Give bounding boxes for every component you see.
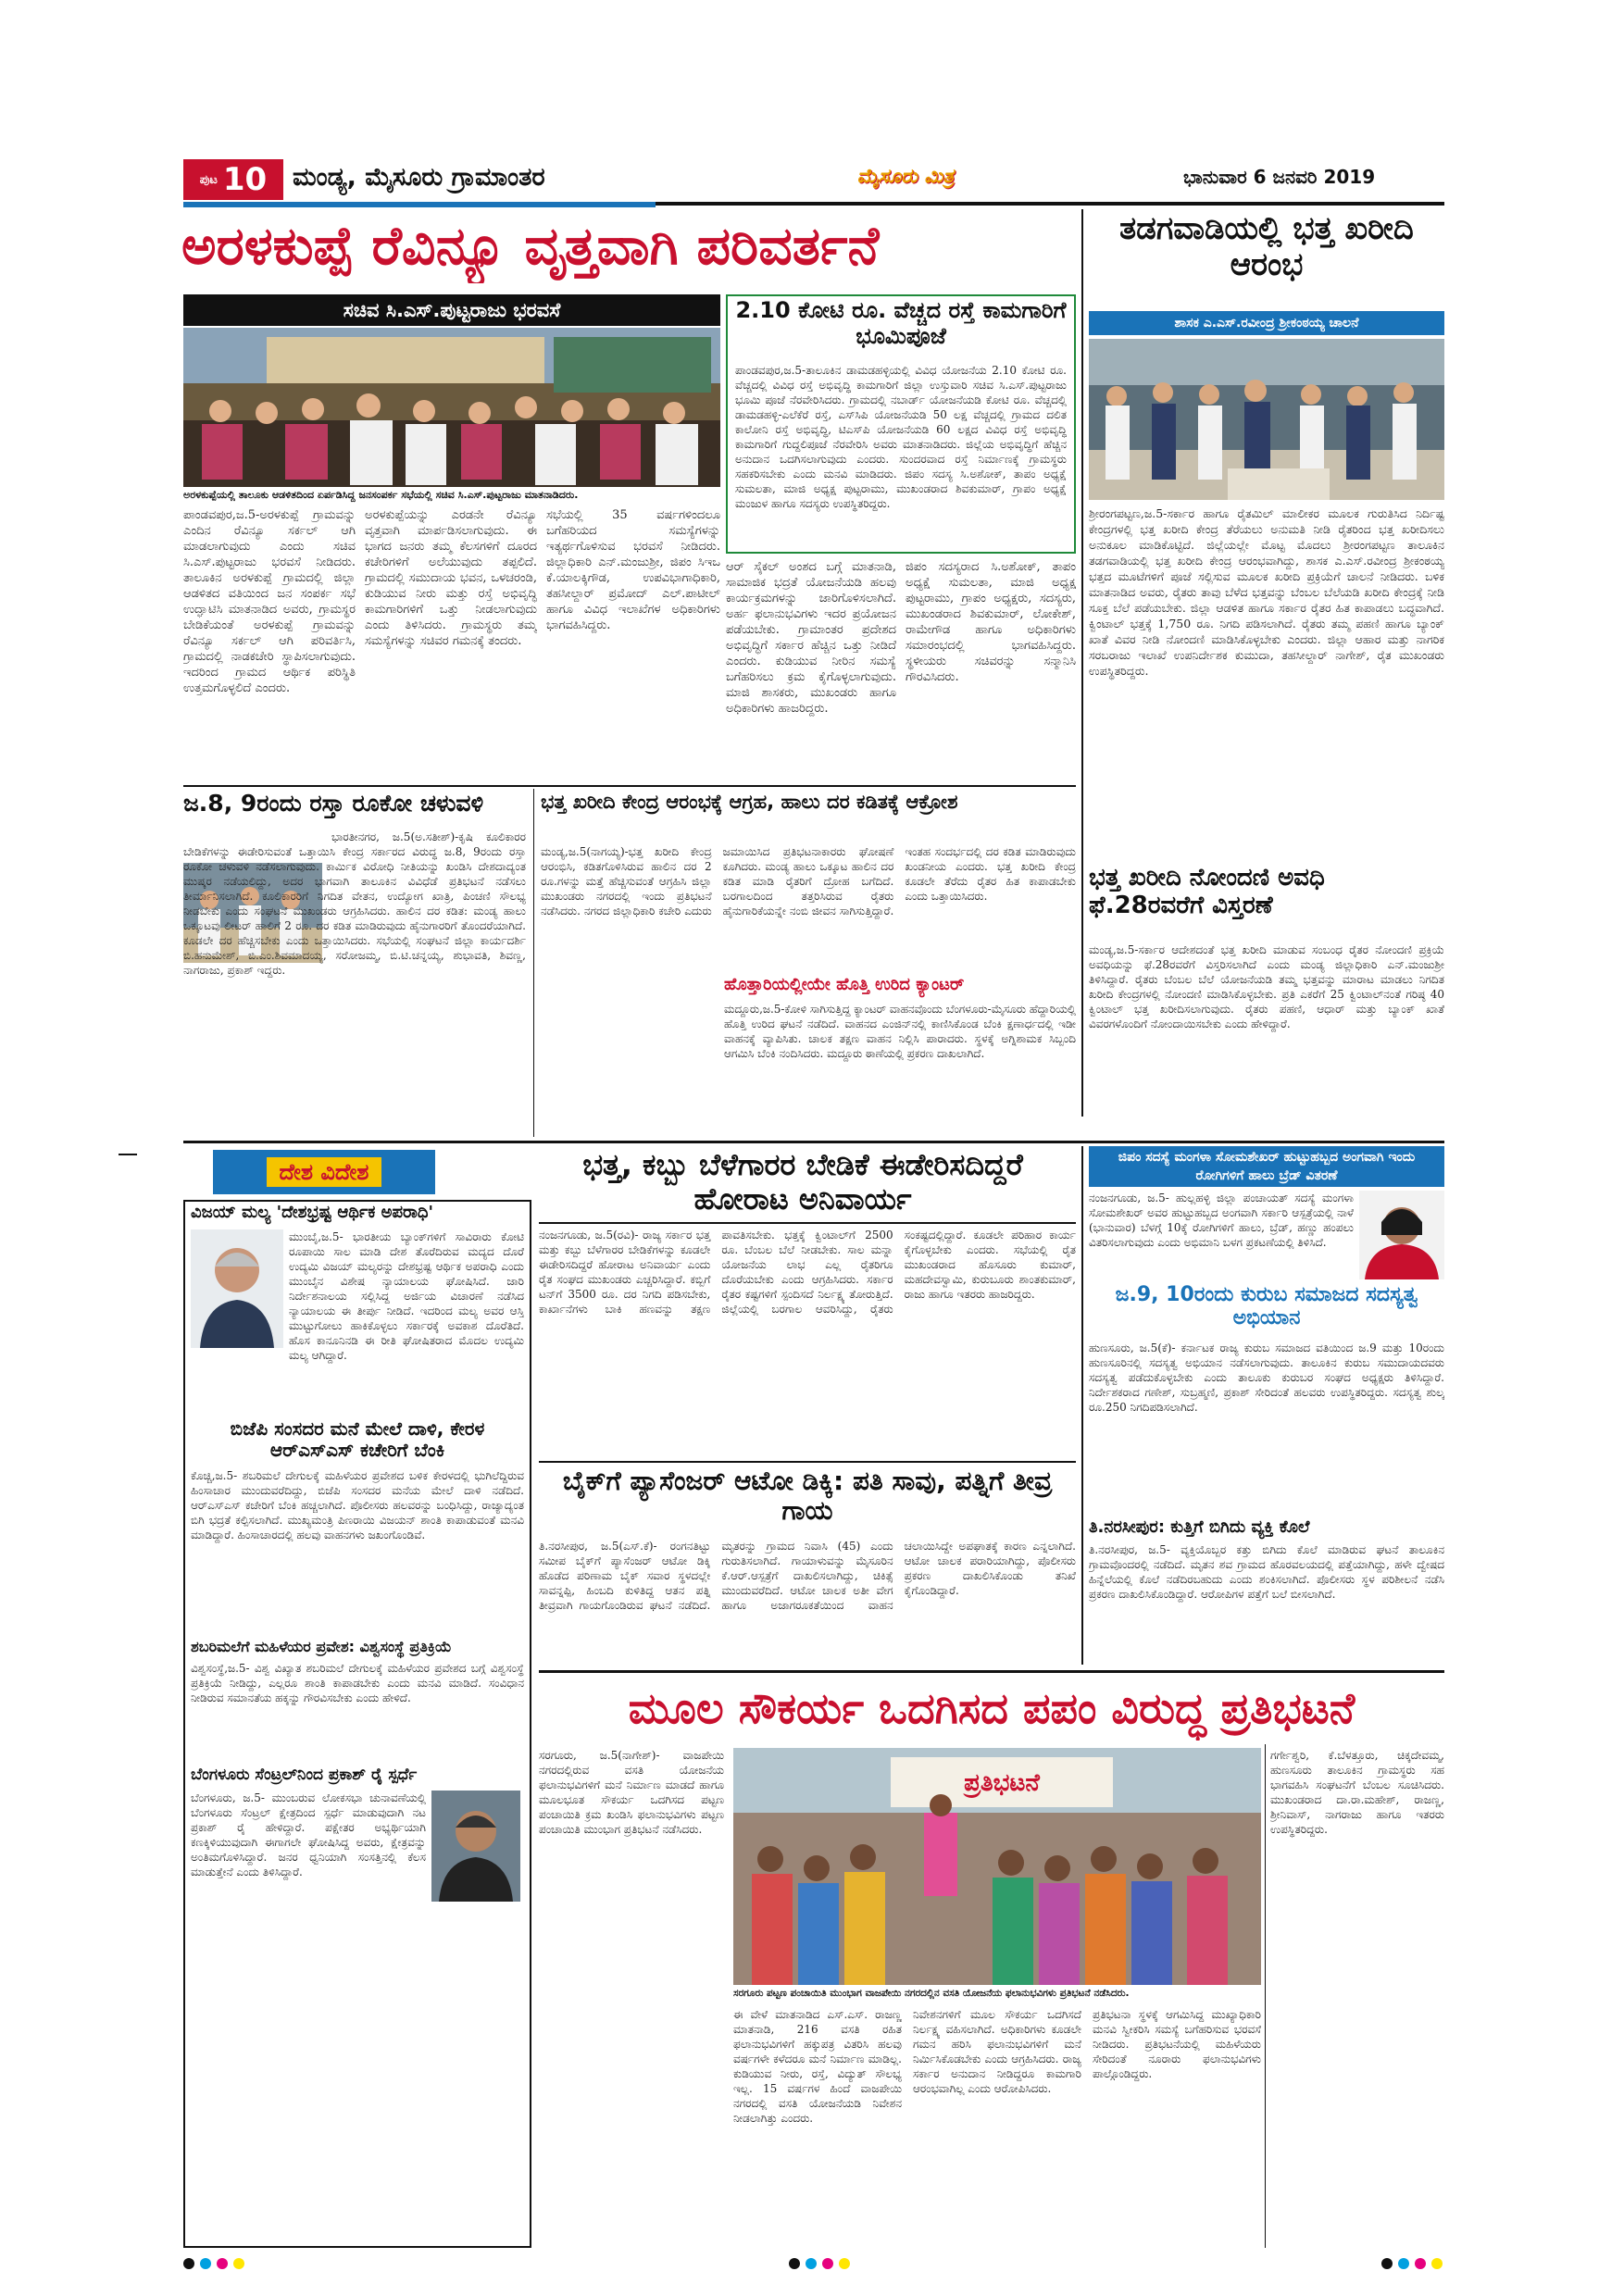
lead-col-1: ಪಾಂಡವಪುರ,ಜ.5-ಅರಳಕುಪ್ಪೆ ಗ್ರಾಮವನ್ನು ಎಂದಿನ ರೆವಿನ್ಯೂ ಸರ್ಕಲ್ ಆಗಿ ಮಾಡಲಾಗುವುದು ಎಂದು ಸಚಿವ ಸಿ.ಎಸ್.ಪುಟ್ಟರಾಜು ಭರವಸೆ ನೀಡಿದರು. ತಾಲೂಕಿನ ಅರಳಕುಪ್ಪೆ ಗ್ರಾಮದಲ್ಲಿ ಜಿಲ್ಲಾ ಆಡಳಿತದ ವತಿಯಿಂದ ಜನ ಸಂಪರ್ಕ ಸಭೆ ಉದ್ಘಾಟಿಸಿ ಮಾತನಾಡಿದ ಅವರು, ಗ್ರಾಮಸ್ಥರ ಬೇಡಿಕೆಯಂತೆ ಅರಳಕುಪ್ಪೆ ಗ್ರಾಮವನ್ನು ರೆವಿನ್ಯೂ ಸರ್ಕಲ್ ಆಗಿ ಪರಿವರ್ತಿಸಿ, ಗ್ರಾಮದಲ್ಲಿ ನಾಡಕಚೇರಿ ಸ್ಥಾಪಿಸಲಾಗುವುದು. ಇದರಿಂದ ಗ್ರಾಮದ ಆರ್ಥಿಕ ಪರಿಸ್ಥಿತಿ ಉತ್ತಮಗೊಳ್ಳಲಿದೆ ಎಂದರು. [183, 508, 356, 695]
kuruba-body: ಹುಣಸೂರು, ಜ.5(ಕೆ)- ಕರ್ನಾಟಕ ರಾಜ್ಯ ಕುರುಬ ಸಮಾಜದ ವತಿಯಿಂದ ಜ.9 ಮತ್ತು 10ರಂದು ಹುಣಸೂರಿನಲ್ಲಿ ಸದಸ್ಯತ್ವ ಅಭಿಯಾನ ನಡೆಸಲಾಗುವುದು. ತಾಲೂಕಿನ ಕುರುಬ ಸಮುದಾಯದವರು ಸದಸ್ಯತ್ವ ಪಡೆದುಕೊಳ್ಳಬೇಕು ಎಂದು ತಾಲೂಕು ಕುರುಬರ ಸಂಘದ ಅಧ್ಯಕ್ಷರು ತಿಳಿಸಿದ್ದಾರೆ. ನಿರ್ದೇಶಕರಾದ ಗಣೇಶ್, ಸುಬ್ರಹ್ಮಣಿ, ಪ್ರಕಾಶ್ ಸೇರಿದಂತೆ ಹಲವರು ಉಪಸ್ಥಿತರಿದ್ದರು. ಸದಸ್ಯತ್ವ ಶುಲ್ಕ ರೂ.250 ನಿಗದಿಪಡಿಸಲಾಗಿದೆ. [1089, 1341, 1444, 1414]
jan8-body: ಭಾರತೀನಗರ, ಜ.5(ಅ.ಸತೀಶ್)-ಕೃಷಿ ಕೂಲಿಕಾರರ ಬೇಡಿಕೆಗಳನ್ನು ಈಡೇರಿಸುವಂತೆ ಒತ್ತಾಯಿಸಿ ಕೇಂದ್ರ ಸರ್ಕಾರದ ವಿರುದ್ಧ ಜ.8, 9ರಂದು ರಸ್ತಾ ರೂಕೋ ಚಳುವಳಿ ನಡೆಸಲಾಗುವುದು. ಕಾರ್ಮಿಕ ವಿರೋಧಿ ನೀತಿಯನ್ನು ಖಂಡಿಸಿ ದೇಶದಾದ್ಯಂತ ಮುಷ್ಕರ ನಡೆಯಲಿದ್ದು, ಅದರ ಭಾಗವಾಗಿ ತಾಲೂಕಿನ ವಿವಿಧೆಡೆ ಪ್ರತಿಭಟನೆ ನಡೆಸಲು ತೀರ್ಮಾನಿಸಲಾಗಿದೆ. ಕೂಲಿಕಾರರಿಗೆ ನಿಗದಿತ ವೇತನ, ಉದ್ಯೋಗ ಖಾತ್ರಿ, ಪಿಂಚಣಿ ಸೌಲಭ್ಯ ನೀಡಬೇಕು ಎಂದು ಸಂಘಟನೆ ಮುಖಂಡರು ಆಗ್ರಹಿಸಿದರು. ಹಾಲಿನ ದರ ಕಡಿತ: ಮಂಡ್ಯ ಹಾಲು ಒಕ್ಕೂಟವು ಲೀಟರ್ ಹಾಲಿಗೆ 2 ರೂ. ದರ ಕಡಿತ ಮಾಡಿರುವುದು ಹೈನುಗಾರರಿಗೆ ತೊಂದರೆಯಾಗಿದೆ. ಕೂಡಲೇ ದರ ಹೆಚ್ಚಿಸಬೇಕು ಎಂದು ಒತ್ತಾಯಿಸಿದರು. ಸಭೆಯಲ್ಲಿ ಸಂಘಟನೆ ಜಿಲ್ಲಾ ಕಾರ್ಯದರ್ಶಿ ಬಿ.ಹನುಮೇಶ್, ಬಿ.ಎಂ.ಶಿವಮಾದಯ್ಯ, ಸರೋಜಮ್ಮ, ಬಿ.ಟಿ.ಚನ್ನಯ್ಯ, ಶುಭಾವತಿ, ಶಿವಣ್ಣ, ನಾಗರಾಜು, ಪ್ರಕಾಶ್ ಇದ್ದರು. [183, 830, 526, 977]
road-body: ಪಾಂಡವಪುರ,ಜ.5-ತಾಲೂಕಿನ ಡಾಮಡಹಳ್ಳಿಯಲ್ಲಿ ವಿವಿಧ ಯೋಜನೆಯ 2.10 ಕೋಟಿ ರೂ. ವೆಚ್ಚದಲ್ಲಿ ವಿವಿಧ ರಸ್ತೆ ಅಭಿವೃದ್ಧಿ ಕಾಮಗಾರಿಗೆ ಜಿಲ್ಲಾ ಉಸ್ತುವಾರಿ ಸಚಿವ ಸಿ.ಎಸ್.ಪುಟ್ಟರಾಜು ಭೂಮಿ ಪೂಜೆ ನೆರವೇರಿಸಿದರು. ಗ್ರಾಮದಲ್ಲಿ ನಬಾರ್ಡ್ ಯೋಜನೆಯಡಿ ಕೋಟಿ ರೂ. ವೆಚ್ಚದಲ್ಲಿ ಡಾಮಡಹಳ್ಳಿ-ಎಲೆಕೆರೆ ರಸ್ತೆ, ಎಸ್‌ಸಿಪಿ ಯೋಜನೆಯಡಿ 50 ಲಕ್ಷ ವೆಚ್ಚದಲ್ಲಿ ಗ್ರಾಮದ ದಲಿತ ಕಾಲೋನಿ ರಸ್ತೆ ಅಭಿವೃದ್ಧಿ, ಟಿಎಸ್‌ಪಿ ಯೋಜನೆಯಡಿ 60 ಲಕ್ಷದ ವಿವಿಧ ರಸ್ತೆ ಅಭಿವೃದ್ಧಿ ಕಾಮಗಾರಿಗೆ ಗುದ್ದಲಿಪೂಜೆ ನೆರವೇರಿಸಿ ಅವರು ಮಾತನಾಡಿದರು. ಜಿಲ್ಲೆಯ ಅಭಿವೃದ್ಧಿಗೆ ಹೆಚ್ಚಿನ ಅನುದಾನ ಒದಗಿಸಲಾಗುವುದು ಎಂದರು. ಸುಂದರವಾದ ರಸ್ತೆ ನಿರ್ಮಾಣಕ್ಕೆ ಗ್ರಾಮಸ್ಥರು ಸಹಕರಿಸಬೇಕು ಎಂದು ಮನವಿ ಮಾಡಿದರು. ಜಿಪಂ ಸದಸ್ಯ ಸಿ.ಅಶೋಕ್, ತಾಪಂ ಅಧ್ಯಕ್ಷೆ ಸುಮಲತಾ, ಮಾಜಿ ಅಧ್ಯಕ್ಷ ಪುಟ್ಟರಾಮು, ಮುಖಂಡರಾದ ಶಿವಕುಮಾರ್, ಗ್ರಾಪಂ ಅಧ್ಯಕ್ಷೆ ಮಂಜುಳ ಹಾಗೂ ಸದಸ್ಯರು ಉಪಸ್ಥಿತರಿದ್ದರು. [735, 364, 1067, 510]
register-body: ಮಂಡ್ಯ,ಜ.5-ಸರ್ಕಾರ ಆದೇಶದಂತೆ ಭತ್ತ ಖರೀದಿ ಮಾಡುವ ಸಂಬಂಧ ರೈತರ ನೋಂದಣಿ ಪ್ರಕ್ರಿಯೆ ಅವಧಿಯನ್ನು ಫೆ.28ರವರೆಗೆ ವಿಸ್ತರಿಸಲಾಗಿದೆ ಎಂದು ಮಂಡ್ಯ ಜಿಲ್ಲಾಧಿಕಾರಿ ಎನ್.ಮಂಜುಶ್ರೀ ತಿಳಿಸಿದ್ದಾರೆ. ರೈತರು ಬೆಂಬಲ ಬೆಲೆ ಯೋಜನೆಯಡಿ ತಮ್ಮ ಭತ್ತವನ್ನು ಮಾರಾಟ ಮಾಡಲು ನಿಗದಿತ ಖರೀದಿ ಕೇಂದ್ರಗಳಲ್ಲಿ ನೋಂದಣಿ ಮಾಡಿಸಿಕೊಳ್ಳಬೇಕು. ಪ್ರತಿ ಎಕರೆಗೆ 25 ಕ್ವಿಂಟಾಲ್‌ನಂತೆ ಗರಿಷ್ಠ 40 ಕ್ವಿಂಟಾಲ್ ಭತ್ತ ಖರೀದಿಸಲಾಗುವುದು. ರೈತರು ಪಹಣಿ, ಆಧಾರ್ ಮತ್ತು ಬ್ಯಾಂಕ್ ಖಾತೆ ವಿವರಗಳೊಂದಿಗೆ ನೋಂದಾಯಿಸಬೇಕು ಎಂದು ಹೇಳಿದ್ದಾರೆ. [1089, 943, 1444, 1030]
lead-headline: ಅರಳಕುಪ್ಪೆ ರೆವಿನ್ಯೂ ವೃತ್ತವಾಗಿ ಪರಿವರ್ತನೆ [181, 216, 880, 277]
farmers-rule [539, 1222, 1076, 1224]
protest-col-5: ಗರ್ಗೇಶ್ವರಿ, ಕೆ.ಬೆಳತ್ತೂರು, ಚಿಕ್ಕದೇವಮ್ಮ, ಹುಣಸೂರು ತಾಲೂಕಿನ ಗ್ರಾಮಸ್ಥರು ಸಹ ಭಾಗವಹಿಸಿ ಸಂಘಟನೆಗೆ ಬೆಂಬಲ ಸೂಚಿಸಿದರು. ಮುಖಂಡರಾದ ದಾ.ರಾ.ಮಹೇಶ್, ರಾಜಣ್ಣ, ಶ್ರೀನಿವಾಸ್, ನಾಗರಾಜು ಹಾಗೂ ಇತರರು ಉಪಸ್ಥಿತರಿದ್ದರು. [1270, 1749, 1444, 1836]
purchase-body: ಮಂಡ್ಯ,ಜ.5(ನಾಗಯ್ಯ)-ಭತ್ತ ಖರೀದಿ ಕೇಂದ್ರ ಆರಂಭಿಸಿ, ಕಡಿತಗೊಳಿಸಿರುವ ಹಾಲಿನ ದರ 2 ರೂ.ಗಳನ್ನು ಮತ್ತೆ ಹೆಚ್ಚಿಸುವಂತೆ ಆಗ್ರಹಿಸಿ ಜಿಲ್ಲಾ ಮುಖಂಡರು ನಗರದಲ್ಲಿ ಇಂದು ಪ್ರತಿಭಟನೆ ನಡೆಸಿದರು. ನಗರದ ಜಿಲ್ಲಾಧಿಕಾರಿ ಕಚೇರಿ ಎದುರು ಜಮಾಯಿಸಿದ ಪ್ರತಿಭಟನಾಕಾರರು ಘೋಷಣೆ ಕೂಗಿದರು. ಮಂಡ್ಯ ಹಾಲು ಒಕ್ಕೂಟ ಹಾಲಿನ ದರ ಕಡಿತ ಮಾಡಿ ರೈತರಿಗೆ ದ್ರೋಹ ಬಗೆದಿದೆ. ಬರಗಾಲದಿಂದ ತತ್ತರಿಸಿರುವ ರೈತರು ಹೈನುಗಾರಿಕೆಯನ್ನೇ ನಂಬಿ ಜೀವನ ಸಾಗಿಸುತ್ತಿದ್ದಾರೆ. ಇಂತಹ ಸಂದರ್ಭದಲ್ಲಿ ದರ ಕಡಿತ ಮಾಡಿರುವುದು ಖಂಡನೀಯ ಎಂದರು. ಭತ್ತ ಖರೀದಿ ಕೇಂದ್ರ ಕೂಡಲೇ ತೆರೆದು ರೈತರ ಹಿತ ಕಾಪಾಡಬೇಕು ಎಂದು ಒತ್ತಾಯಿಸಿದರು. [541, 845, 1076, 917]
section-title: ಮಂಡ್ಯ, ಮೈಸೂರು ಗ್ರಾಮಾಂತರ [293, 163, 545, 192]
header-rule-left [183, 202, 656, 207]
world-banner: ದೇಶ ವಿದೇಶ [213, 1150, 435, 1194]
somashekar-body: ನಂಜನಗೂಡು, ಜ.5- ಹುಲ್ಲಹಳ್ಳಿ ಜಿಲ್ಲಾ ಪಂಚಾಯತ್ ಸದಸ್ಯೆ ಮಂಗಳಾ ಸೋಮಶೇಖರ್ ಅವರ ಹುಟ್ಟುಹಬ್ಬದ ಅಂಗವಾಗಿ ಸರ್ಕಾರಿ ಆಸ್ಪತ್ರೆಯಲ್ಲಿ ನಾಳೆ (ಭಾನುವಾರ) ಬೆಳಗ್ಗೆ 10ಕ್ಕೆ ರೋಗಿಗಳಿಗೆ ಹಾಲು, ಬ್ರೆಡ್, ಹಣ್ಣು ಹಂಪಲು ವಿತರಿಸಲಾಗುವುದು ಎಂದು ಅಭಿಮಾನಿ ಬಳಗ ಪ್ರಕಟಣೆಯಲ್ಲಿ ತಿಳಿಸಿದೆ. [1089, 1192, 1354, 1249]
sub1-body2: ಜಿಪಂ ಸದಸ್ಯರಾದ ಸಿ.ಅಶೋಕ್, ತಾಪಂ ಅಧ್ಯಕ್ಷೆ ಸುಮಲತಾ, ಮಾಜಿ ಅಧ್ಯಕ್ಷ ಪುಟ್ಟರಾಮು, ಗ್ರಾಪಂ ಅಧ್ಯಕ್ಷರು, ಸದಸ್ಯರು, ಮುಖಂಡರಾದ ಶಿವಕುಮಾರ್, ಲೋಕೇಶ್, ರಾಮೇಗೌಡ ಹಾಗೂ ಅಧಿಕಾರಿಗಳು ಸಮಾರಂಭದಲ್ಲಿ ಭಾಗವಹಿಸಿದ್ದರು. ಸ್ಥಳೀಯರು ಸಚಿವರನ್ನು ಸನ್ಮಾನಿಸಿ ಗೌರವಿಸಿದರು. [906, 560, 1076, 684]
row2-rule [183, 785, 1076, 787]
protest-col-divider [1265, 1744, 1266, 2248]
world-s1-body: ಮುಂಬೈ,ಜ.5- ಭಾರತೀಯ ಬ್ಯಾಂಕ್‌ಗಳಿಗೆ ಸಾವಿರಾರು ಕೋಟಿ ರೂಪಾಯಿ ಸಾಲ ಮಾಡಿ ದೇಶ ತೊರೆದಿರುವ ಮದ್ಯದ ದೊರೆ ಉದ್ಯಮಿ ವಿಜಯ್ ಮಲ್ಯರನ್ನು ದೇಶಭ್ರಷ್ಟ ಆರ್ಥಿಕ ಅಪರಾಧಿ ಎಂದು ಮುಂಬೈನ ವಿಶೇಷ ನ್ಯಾಯಾಲಯ ಘೋಷಿಸಿದೆ. ಜಾರಿ ನಿರ್ದೇಶನಾಲಯ ಸಲ್ಲಿಸಿದ್ದ ಅರ್ಜಿಯ ವಿಚಾರಣೆ ನಡೆಸಿದ ನ್ಯಾಯಾಲಯ ಈ ತೀರ್ಪು ನೀಡಿದೆ. ಇದರಿಂದ ಮಲ್ಯ ಅವರ ಆಸ್ತಿ ಮುಟ್ಟುಗೋಲು ಹಾಕಿಕೊಳ್ಳಲು ಸರ್ಕಾರಕ್ಕೆ ಅವಕಾಶ ದೊರೆತಿದೆ. ಹೊಸ ಕಾನೂನಿನಡಿ ಈ ರೀತಿ ಘೋಷಿತರಾದ ಮೊದಲ ಉದ್ಯಮಿ ಮಲ್ಯ ಆಗಿದ್ದಾರೆ. [289, 1230, 524, 1362]
paddy-headline: ತಡಗವಾಡಿಯಲ್ಲಿ ಭತ್ತ ಖರೀದಿ ಆರಂಭ [1119, 210, 1414, 284]
world-s4-body: ಬೆಂಗಳೂರು, ಜ.5- ಮುಂಬರುವ ಲೋಕಸಭಾ ಚುನಾವಣೆಯಲ್ಲಿ ಬೆಂಗಳೂರು ಸೆಂಟ್ರಲ್ ಕ್ಷೇತ್ರದಿಂದ ಸ್ಪರ್ಧೆ ಮಾಡುವುದಾಗಿ ನಟ ಪ್ರಕಾಶ್ ರೈ ಹೇಳಿದ್ದಾರೆ. ಪಕ್ಷೇತರ ಅಭ್ಯರ್ಥಿಯಾಗಿ ಕಣಕ್ಕಿಳಿಯುವುದಾಗಿ ಈಗಾಗಲೇ ಘೋಷಿಸಿದ್ದ ಅವರು, ಕ್ಷೇತ್ರವನ್ನು ಅಂತಿಮಗೊಳಿಸಿದ್ದಾರೆ. ಜನರ ಧ್ವನಿಯಾಗಿ ಸಂಸತ್ತಿನಲ್ಲಿ ಕೆಲಸ ಮಾಡುತ್ತೇನೆ ಎಂದು ತಿಳಿಸಿದ್ದಾರೆ. [191, 1791, 426, 1878]
masthead-logo: ಮೈಸೂರು ಮಿತ್ರ [856, 165, 955, 187]
somashekar-headline: ಜಿಪಂ ಸದಸ್ಯೆ ಮಂಗಳಾ ಸೋಮಶೇಖರ್ ಹುಟ್ಟುಹಬ್ಬದ ಅಂಗವಾಗಿ ಇಂದು ರೋಗಿಗಳಿಗೆ ಹಾಲು ಬ್ರೆಡ್ ವಿತರಣೆ [1089, 1146, 1444, 1187]
right-column-divider [1081, 209, 1083, 1117]
world-s1-headline: ವಿಜಯ್ ಮಲ್ಯ 'ದೇಶಭ್ರಷ್ಟ ಆರ್ಥಿಕ ಅಪರಾಧಿ' [191, 1203, 434, 1222]
paddy-body: ಶ್ರೀರಂಗಪಟ್ಟಣ,ಜ.5-ಸರ್ಕಾರ ಹಾಗೂ ರೈತಮಿಲ್ ಮಾಲೀಕರ ಮೂಲಕ ಗುರುತಿಸಿದ ನಿರ್ದಿಷ್ಟ ಕೇಂದ್ರಗಳಲ್ಲಿ ಭತ್ತ ಖರೀದಿ ಕೇಂದ್ರ ತೆರೆಯಲು ಅನುಮತಿ ನೀಡಿ ರೈತರಿಂದ ಭತ್ತ ಖರೀದಿಸಲು ಅನುಕೂಲ ಮಾಡಿಕೊಟ್ಟಿದೆ. ಜಿಲ್ಲೆಯಲ್ಲೇ ಮೊಟ್ಟ ಮೊದಲು ಶ್ರೀರಂಗಪಟ್ಟಣ ತಾಲೂಕಿನ ತಡಗವಾಡಿಯಲ್ಲಿ ಭತ್ತ ಖರೀದಿ ಕೇಂದ್ರ ಆರಂಭವಾಗಿದ್ದು, ಶಾಸಕ ಎ.ಎಸ್.ರವೀಂದ್ರ ಶ್ರೀಕಂಠಯ್ಯ ಭತ್ತದ ಮೂಟೆಗಳಿಗೆ ಪೂಜೆ ಸಲ್ಲಿಸುವ ಮೂಲಕ ಖರೀದಿ ಪ್ರಕ್ರಿಯೆಗೆ ಚಾಲನೆ ನೀಡಿದರು. ಬಳಿಕ ಮಾತನಾಡಿದ ಅವರು, ರೈತರು ತಾವು ಬೆಳೆದ ಭತ್ತವನ್ನು ಬೆಂಬಲ ಬೆಲೆಯಡಿ ಖರೀದಿ ಕೇಂದ್ರಕ್ಕೆ ನೀಡಿ ಸೂಕ್ತ ಬೆಲೆ ಪಡೆಯಬೇಕು. ಜಿಲ್ಲಾ ಆಡಳಿತ ಹಾಗೂ ಸರ್ಕಾರ ರೈತರ ಹಿತ ಕಾಪಾಡಲು ಬದ್ಧವಾಗಿದೆ. ಕ್ವಿಂಟಾಲ್ ಭತ್ತಕ್ಕೆ 1,750 ರೂ. ನಿಗದಿ ಪಡಿಸಲಾಗಿದೆ. ರೈತರು ತಮ್ಮ ಪಹಣಿ ಹಾಗೂ ಬ್ಯಾಂಕ್ ಖಾತೆ ವಿವರ ನೀಡಿ ನೋಂದಣಿ ಮಾಡಿಸಿಕೊಳ್ಳಬೇಕು ಎಂದರು. ಜಿಲ್ಲಾ ಆಹಾರ ಮತ್ತು ನಾಗರಿಕ ಸರಬರಾಜು ಇಲಾಖೆ ಉಪನಿರ್ದೇಶಕ ಕುಮುದಾ, ತಹಸೀಲ್ದಾರ್ ನಾಗೇಶ್, ರೈತ ಮುಖಂಡರು ಉಪಸ್ಥಿತರಿದ್ದರು. [1089, 506, 1444, 678]
protest-rule [539, 1670, 1444, 1673]
murder-body: ತಿ.ನರಸೀಪುರ, ಜ.5- ವ್ಯಕ್ತಿಯೊಬ್ಬರ ಕತ್ತು ಬಿಗಿದು ಕೊಲೆ ಮಾಡಿರುವ ಘಟನೆ ತಾಲೂಕಿನ ಗ್ರಾಮವೊಂದರಲ್ಲಿ ನಡೆದಿದೆ. ಮೃತನ ಶವ ಗ್ರಾಮದ ಹೊರವಲಯದಲ್ಲಿ ಪತ್ತೆಯಾಗಿದ್ದು, ಹಳೇ ದ್ವೇಷದ ಹಿನ್ನೆಲೆಯಲ್ಲಿ ಕೊಲೆ ನಡೆದಿರಬಹುದು ಎಂದು ಶಂಕಿಸಲಾಗಿದೆ. ಪೊಲೀಸರು ಸ್ಥಳ ಪರಿಶೀಲನೆ ನಡೆಸಿ ಪ್ರಕರಣ ದಾಖಲಿಸಿಕೊಂಡಿದ್ದಾರೆ. ಆರೋಪಿಗಳ ಪತ್ತೆಗೆ ಬಲೆ ಬೀಸಲಾಗಿದೆ. [1089, 1543, 1444, 1601]
jan8-headline: ಜ.8, 9ರಂದು ರಸ್ತಾ ರೂಕೋ ಚಳುವಳಿ [183, 790, 484, 817]
register-headline: ಭತ್ತ ಖರೀದಿ ನೋಂದಣಿ ಅವಧಿ ಫೆ.28ರವರೆಗೆ ವಿಸ್ತರಣೆ [1089, 864, 1325, 919]
page-number: 10 [222, 161, 268, 198]
color-registration-dots-left [183, 2255, 250, 2273]
header-rule-right [656, 202, 1444, 206]
world-s3-headline: ಶಬರಿಮಲೆಗೆ ಮಹಿಳೆಯರ ಪ್ರವೇಶ: ವಿಶ್ವಸಂಸ್ಥೆ ಪ್ರತಿಕ್ರಿಯೆ [191, 1638, 452, 1655]
row2-divider-1 [533, 789, 534, 1137]
lead-col-2: ಅರಳಕುಪ್ಪೆಯನ್ನು ಎರಡನೇ ರೆವಿನ್ಯೂ ವೃತ್ತವಾಗಿ ಮಾರ್ಪಡಿಸಲಾಗುವುದು. ಈ ಭಾಗದ ಜನರು ತಮ್ಮ ಕೆಲಸಗಳಿಗೆ ದೂರದ ಕಚೇರಿಗಳಿಗೆ ಅಲೆಯುವುದು ತಪ್ಪಲಿದೆ. ಗ್ರಾಮದಲ್ಲಿ ಸಮುದಾಯ ಭವನ, ಒಳಚರಂಡಿ, ಕುಡಿಯುವ ನೀರು ಮತ್ತು ರಸ್ತೆ ಅಭಿವೃದ್ಧಿ ಕಾಮಗಾರಿಗಳಿಗೆ ಒತ್ತು ನೀಡಲಾಗುವುದು ಎಂದು ತಿಳಿಸಿದರು. ಗ್ರಾಮಸ್ಥರು ತಮ್ಮ ಸಮಸ್ಯೆಗಳನ್ನು ಸಚಿವರ ಗಮನಕ್ಕೆ ತಂದರು. [365, 508, 537, 648]
murder-headline: ತಿ.ನರಸೀಪುರ: ಕುತ್ತಿಗೆ ಬಿಗಿದು ವ್ಯಕ್ತಿ ಕೊಲೆ [1089, 1517, 1310, 1537]
bike-headline: ಬೈಕ್‌ಗೆ ಪ್ಯಾಸೆಂಜರ್ ಆಟೋ ಡಿಕ್ಕಿ: ಪತಿ ಸಾವು, ಪತ್ನಿಗೆ ತೀವ್ರ ಗಾಯ [562, 1466, 1053, 1527]
road-headline: 2.10 ಕೋಟಿ ರೂ. ವೆಚ್ಚದ ರಸ್ತೆ ಕಾಮಗಾರಿಗೆ ಭೂಮಿಪೂಜೆ [735, 297, 1067, 349]
page-number-badge [183, 159, 283, 200]
lead-photo-caption: ಅರಳಕುಪ್ಪೆಯಲ್ಲಿ ತಾಲೂಕು ಆಡಳಿತದಿಂದ ಏರ್ಪಡಿಸಿದ್ದ ಜನಸಂಪರ್ಕ ಸಭೆಯಲ್ಲಿ ಸಚಿವ ಸಿ.ಎಸ್.ಪುಟ್ಟರಾಜು ಮಾತನಾಡಿದರು. [183, 489, 579, 501]
sub1-body: ಆರ್ ಸೈಕಲ್ ಅಂಶದ ಬಗ್ಗೆ ಮಾತನಾಡಿ, ಸಾಮಾಜಿಕ ಭದ್ರತೆ ಯೋಜನೆಯಡಿ ಹಲವು ಕಾರ್ಯಕ್ರಮಗಳನ್ನು ಜಾರಿಗೊಳಿಸಲಾಗಿದೆ. ಅರ್ಹ ಫಲಾನುಭವಿಗಳು ಇದರ ಪ್ರಯೋಜನ ಪಡೆಯಬೇಕು. ಗ್ರಾಮಾಂತರ ಪ್ರದೇಶದ ಅಭಿವೃದ್ಧಿಗೆ ಸರ್ಕಾರ ಹೆಚ್ಚಿನ ಒತ್ತು ನೀಡಿದೆ ಎಂದರು. ಕುಡಿಯುವ ನೀರಿನ ಸಮಸ್ಯೆ ಬಗೆಹರಿಸಲು ಕ್ರಮ ಕೈಗೊಳ್ಳಲಾಗುವುದು. ಮಾಜಿ ಶಾಸಕರು, ಮುಖಂಡರು ಹಾಗೂ ಅಧಿಕಾರಿಗಳು ಹಾಜರಿದ್ದರು. [726, 560, 896, 716]
bike-body: ತಿ.ನರಸೀಪುರ, ಜ.5(ಎಸ್.ಕೆ)- ರಂಗನತಿಟ್ಟು ಸಮೀಪ ಬೈಕ್‌ಗೆ ಪ್ಯಾಸೆಂಜರ್ ಆಟೋ ಡಿಕ್ಕಿ ಹೊಡೆದ ಪರಿಣಾಮ ಬೈಕ್ ಸವಾರ ಸ್ಥಳದಲ್ಲೇ ಸಾವನ್ನಪ್ಪಿ, ಹಿಂಬದಿ ಕುಳಿತಿದ್ದ ಆತನ ಪತ್ನಿ ತೀವ್ರವಾಗಿ ಗಾಯಗೊಂಡಿರುವ ಘಟನೆ ನಡೆದಿದೆ. ಮೃತರನ್ನು ಗ್ರಾಮದ ನಿವಾಸಿ (45) ಎಂದು ಗುರುತಿಸಲಾಗಿದೆ. ಗಾಯಾಳುವನ್ನು ಮೈಸೂರಿನ ಕೆ.ಆರ್.ಆಸ್ಪತ್ರೆಗೆ ದಾಖಲಿಸಲಾಗಿದ್ದು, ಚಿಕಿತ್ಸೆ ಮುಂದುವರೆದಿದೆ. ಆಟೋ ಚಾಲಕ ಅತೀ ವೇಗ ಹಾಗೂ ಅಜಾಗರೂಕತೆಯಿಂದ ವಾಹನ ಚಲಾಯಿಸಿದ್ದೇ ಅಪಘಾತಕ್ಕೆ ಕಾರಣ ಎನ್ನಲಾಗಿದೆ. ಆಟೋ ಚಾಲಕ ಪರಾರಿಯಾಗಿದ್ದು, ಪೊಲೀಸರು ಪ್ರಕರಣ ದಾಖಲಿಸಿಕೊಂಡು ತನಿಖೆ ಕೈಗೊಂಡಿದ್ದಾರೆ. [539, 1540, 1076, 1612]
fire-body: ಮದ್ದೂರು,ಜ.5-ಕೋಳಿ ಸಾಗಿಸುತ್ತಿದ್ದ ಕ್ಯಾಂಟರ್ ವಾಹನವೊಂದು ಬೆಂಗಳೂರು-ಮೈಸೂರು ಹೆದ್ದಾರಿಯಲ್ಲಿ ಹೊತ್ತಿ ಉರಿದ ಘಟನೆ ನಡೆದಿದೆ. ವಾಹನದ ಎಂಜಿನ್‌ನಲ್ಲಿ ಕಾಣಿಸಿಕೊಂಡ ಬೆಂಕಿ ಕ್ಷಣಾರ್ಧದಲ್ಲಿ ಇಡೀ ವಾಹನಕ್ಕೆ ವ್ಯಾಪಿಸಿತು. ಚಾಲಕ ತಕ್ಷಣ ವಾಹನ ನಿಲ್ಲಿಸಿ ಪಾರಾದರು. ಸ್ಥಳಕ್ಕೆ ಅಗ್ನಿಶಾಮಕ ಸಿಬ್ಬಂದಿ ಆಗಮಿಸಿ ಬೆಂಕಿ ನಂದಿಸಿದರು. ಮದ್ದೂರು ಠಾಣೆಯಲ್ಲಿ ಪ್ರಕರಣ ದಾಖಲಾಗಿದೆ. [724, 1003, 1076, 1060]
color-registration-dots-center [789, 2255, 856, 2273]
lead-photo [183, 328, 720, 487]
right-mid-divider [1081, 1146, 1083, 1665]
row3-rule [183, 1141, 1444, 1143]
world-s2-body: ಕೊಚ್ಚಿ,ಜ.5- ಶಬರಿಮಲೆ ದೇಗುಲಕ್ಕೆ ಮಹಿಳೆಯರ ಪ್ರವೇಶದ ಬಳಿಕ ಕೇರಳದಲ್ಲಿ ಭುಗಿಲೆದ್ದಿರುವ ಹಿಂಸಾಚಾರ ಮುಂದುವರೆದಿದ್ದು, ಬಿಜೆಪಿ ಸಂಸದರ ಮನೆಯ ಮೇಲೆ ದಾಳಿ ನಡೆದಿದೆ. ಆರ್‌ಎಸ್‌ಎಸ್ ಕಚೇರಿಗೆ ಬೆಂಕಿ ಹಚ್ಚಲಾಗಿದೆ. ಪೊಲೀಸರು ಹಲವರನ್ನು ಬಂಧಿಸಿದ್ದು, ರಾಜ್ಯಾದ್ಯಂತ ಬಿಗಿ ಭದ್ರತೆ ಕಲ್ಪಿಸಲಾಗಿದೆ. ಮುಖ್ಯಮಂತ್ರಿ ಪಿಣರಾಯಿ ವಿಜಯನ್ ಶಾಂತಿ ಕಾಪಾಡುವಂತೆ ಮನವಿ ಮಾಡಿದ್ದಾರೆ. ಹಿಂಸಾಚಾರದಲ್ಲಿ ಹಲವು ವಾಹನಗಳು ಜಖಂಗೊಂಡಿವೆ. [191, 1469, 524, 1541]
lead-subhead: ಸಚಿವ ಸಿ.ಎಸ್.ಪುಟ್ಟರಾಜು ಭರವಸೆ [183, 294, 720, 326]
world-s4-headline: ಬೆಂಗಳೂರು ಸೆಂಟ್ರಲ್‌ನಿಂದ ಪ್ರಕಾಶ್ ರೈ ಸ್ಪರ್ಧೆ [191, 1766, 418, 1784]
protest-col-2: ಈ ವೇಳೆ ಮಾತನಾಡಿದ ಎಸ್.ಎಸ್. ರಾಜಣ್ಣ ಮಾತನಾಡಿ, 216 ವಸತಿ ರಹಿತ ಫಲಾನುಭವಿಗಳಿಗೆ ಹಕ್ಕುಪತ್ರ ವಿತರಿಸಿ ಹಲವು ವರ್ಷಗಳೇ ಕಳೆದರೂ ಮನೆ ನಿರ್ಮಾಣ ಮಾಡಿಲ್ಲ. ಕುಡಿಯುವ ನೀರು, ರಸ್ತೆ, ವಿದ್ಯುತ್ ಸೌಲಭ್ಯ ಇಲ್ಲ. 15 ವರ್ಷಗಳ ಹಿಂದೆ ವಾಜಪೇಯಿ ನಗರದಲ್ಲಿ ವಸತಿ ಯೋಜನೆಯಡಿ ನಿವೇಶನ ನೀಡಲಾಗಿತ್ತು ಎಂದರು. [733, 2008, 902, 2125]
protest-col-1: ಸರಗೂರು, ಜ.5(ನಾಗೇಶ್)- ವಾಜಪೇಯಿ ನಗರದಲ್ಲಿರುವ ವಸತಿ ಯೋಜನೆಯ ಫಲಾನುಭವಿಗಳಿಗೆ ಮನೆ ನಿರ್ಮಾಣ ಮಾಡದೆ ಹಾಗೂ ಮೂಲಭೂತ ಸೌಕರ್ಯ ಒದಗಿಸದ ಪಟ್ಟಣ ಪಂಚಾಯಿತಿ ಕ್ರಮ ಖಂಡಿಸಿ ಫಲಾನುಭವಿಗಳು ಪಟ್ಟಣ ಪಂಚಾಯಿತಿ ಮುಂಭಾಗ ಪ್ರತಿಭಟನೆ ನಡೆಸಿದರು. [539, 1749, 724, 1836]
world-s3-body: ವಿಶ್ವಸಂಸ್ಥೆ,ಜ.5- ವಿಶ್ವ ವಿಖ್ಯಾತ ಶಬರಿಮಲೆ ದೇಗುಲಕ್ಕೆ ಮಹಿಳೆಯರ ಪ್ರವೇಶದ ಬಗ್ಗೆ ವಿಶ್ವಸಂಸ್ಥೆ ಪ್ರತಿಕ್ರಿಯೆ ನೀಡಿದ್ದು, ಎಲ್ಲರೂ ಶಾಂತಿ ಕಾಪಾಡಬೇಕು ಎಂದು ಮನವಿ ಮಾಡಿದೆ. ಸಂವಿಧಾನ ನೀಡಿರುವ ಸಮಾನತೆಯ ಹಕ್ಕನ್ನು ಗೌರವಿಸಬೇಕು ಎಂದು ಹೇಳಿದೆ. [191, 1662, 524, 1704]
issue-date: ಭಾನುವಾರ 6 ಜನವರಿ 2019 [1183, 166, 1376, 188]
farmers-headline: ಭತ್ತ, ಕಬ್ಬು ಬೆಳೆಗಾರರ ಬೇಡಿಕೆ ಈಡೇರಿಸದಿದ್ದರೆ ಹೋರಾಟ ಅನಿವಾರ್ಯ [582, 1147, 1023, 1217]
paddy-subhead: ಶಾಸಕ ಎ.ಎಸ್.ರವೀಂದ್ರ ಶ್ರೀಕಂಠಯ್ಯ ಚಾಲನೆ [1089, 311, 1444, 335]
color-registration-dots-right [1381, 2255, 1448, 2273]
lead-col-3: ಸಭೆಯಲ್ಲಿ 35 ವರ್ಷಗಳಿಂದಲೂ ಬಗೆಹರಿಯದ ಸಮಸ್ಯೆಗಳನ್ನು ಇತ್ಯರ್ಥಗೊಳಿಸುವ ಭರವಸೆ ನೀಡಿದರು. ಜಿಲ್ಲಾಧಿಕಾರಿ ಎನ್.ಮಂಜುಶ್ರೀ, ಜಿಪಂ ಸಿಇಒ ಕೆ.ಯಾಲಕ್ಕಿಗೌಡ, ಉಪವಿಭಾಗಾಧಿಕಾರಿ, ತಹಸೀಲ್ದಾರ್ ಪ್ರಮೋದ್ ಎಲ್.ಪಾಟೀಲ್ ಹಾಗೂ ವಿವಿಧ ಇಲಾಖೆಗಳ ಅಧಿಕಾರಿಗಳು ಭಾಗವಹಿಸಿದ್ದರು. [546, 508, 720, 632]
side-tick [119, 1154, 137, 1155]
prakash-rai-photo [431, 1791, 520, 1902]
protest-banner-text: ಪ್ರತಿಭಟನೆ [964, 1769, 1040, 1797]
protest-photo [733, 1748, 1261, 1985]
world-s2-headline: ಬಿಜೆಪಿ ಸಂಸದರ ಮನೆ ಮೇಲೆ ದಾಳಿ, ಕೇರಳ ಆರ್‌ಎಸ್‌ಎಸ್ ಕಚೇರಿಗೆ ಬೆಂಕಿ [230, 1417, 485, 1461]
kuruba-headline: ಜ.9, 10ರಂದು ಕುರುಬ ಸಮಾಜದ ಸದಸ್ಯತ್ವ ಅಭಿಯಾನ [1115, 1283, 1418, 1330]
protest-photo-caption: ಸರಗೂರು ಪಟ್ಟಣ ಪಂಚಾಯಿತಿ ಮುಂಭಾಗ ವಾಜಪೇಯಿ ನಗರದಲ್ಲಿನ ವಸತಿ ಯೋಜನೆಯ ಫಲಾನುಭವಿಗಳು ಪ್ರತಿಭಟನೆ ನಡೆಸಿದರು. [733, 1988, 1130, 1999]
page-label: ಪುಟ [199, 172, 218, 187]
protest-col-3: ನಿವೇಶನಗಳಿಗೆ ಮೂಲ ಸೌಕರ್ಯ ಒದಗಿಸದೆ ನಿರ್ಲಕ್ಷ್ಯ ವಹಿಸಲಾಗಿದೆ. ಅಧಿಕಾರಿಗಳು ಕೂಡಲೇ ಗಮನ ಹರಿಸಿ ಫಲಾನುಭವಿಗಳಿಗೆ ಮನೆ ನಿರ್ಮಿಸಿಕೊಡಬೇಕು ಎಂದು ಆಗ್ರಹಿಸಿದರು. ರಾಜ್ಯ ಸರ್ಕಾರ ಅನುದಾನ ನೀಡಿದ್ದರೂ ಕಾಮಗಾರಿ ಆರಂಭವಾಗಿಲ್ಲ ಎಂದು ಆರೋಪಿಸಿದರು. [913, 2008, 1081, 2095]
protest-col-4: ಪ್ರತಿಭಟನಾ ಸ್ಥಳಕ್ಕೆ ಆಗಮಿಸಿದ್ದ ಮುಖ್ಯಾಧಿಕಾರಿ ಮನವಿ ಸ್ವೀಕರಿಸಿ ಸಮಸ್ಯೆ ಬಗೆಹರಿಸುವ ಭರವಸೆ ನೀಡಿದರು. ಪ್ರತಿಭಟನೆಯಲ್ಲಿ ಮಹಿಳೆಯರು ಸೇರಿದಂತೆ ನೂರಾರು ಫಲಾನುಭವಿಗಳು ಪಾಲ್ಗೊಂಡಿದ್ದರು. [1093, 2008, 1261, 2080]
protest-headline: ಮೂಲ ಸೌಕರ್ಯ ಒದಗಿಸದ ಪಪಂ ವಿರುದ್ಧ ಪ್ರತಿಭಟನೆ [628, 1683, 1355, 1733]
farmers-body: ನಂಜನಗೂಡು, ಜ.5(ರವಿ)- ರಾಜ್ಯ ಸರ್ಕಾರ ಭತ್ತ ಮತ್ತು ಕಬ್ಬು ಬೆಳೆಗಾರರ ಬೇಡಿಕೆಗಳನ್ನು ಕೂಡಲೇ ಈಡೇರಿಸದಿದ್ದರೆ ಹೋರಾಟ ಅನಿವಾರ್ಯ ಎಂದು ರೈತ ಸಂಘದ ಮುಖಂಡರು ಎಚ್ಚರಿಸಿದ್ದಾರೆ. ಕಬ್ಬಿಗೆ ಟನ್‌ಗೆ 3500 ರೂ. ದರ ನಿಗದಿ ಪಡಿಸಬೇಕು, ಕಾರ್ಖಾನೆಗಳು ಬಾಕಿ ಹಣವನ್ನು ತಕ್ಷಣ ಪಾವತಿಸಬೇಕು. ಭತ್ತಕ್ಕೆ ಕ್ವಿಂಟಾಲ್‌ಗೆ 2500 ರೂ. ಬೆಂಬಲ ಬೆಲೆ ನೀಡಬೇಕು. ಸಾಲ ಮನ್ನಾ ಯೋಜನೆಯ ಲಾಭ ಎಲ್ಲ ರೈತರಿಗೂ ದೊರೆಯಬೇಕು ಎಂದು ಆಗ್ರಹಿಸಿದರು. ಸರ್ಕಾರ ರೈತರ ಕಷ್ಟಗಳಿಗೆ ಸ್ಪಂದಿಸದೆ ನಿರ್ಲಕ್ಷ್ಯ ತೋರುತ್ತಿದೆ. ಜಿಲ್ಲೆಯಲ್ಲಿ ಬರಗಾಲ ಆವರಿಸಿದ್ದು, ರೈತರು ಸಂಕಷ್ಟದಲ್ಲಿದ್ದಾರೆ. ಕೂಡಲೇ ಪರಿಹಾರ ಕಾರ್ಯ ಕೈಗೊಳ್ಳಬೇಕು ಎಂದರು. ಸಭೆಯಲ್ಲಿ ರೈತ ಮುಖಂಡರಾದ ಹೊಸೂರು ಕುಮಾರ್, ಮಹದೇವಸ್ವಾಮಿ, ಕುರುಬೂರು ಶಾಂತಕುಮಾರ್, ರಾಜು ಹಾಗೂ ಇತರರು ಹಾಜರಿದ್ದರು. [539, 1229, 1076, 1316]
mangala-photo [1359, 1191, 1444, 1279]
fire-headline: ಹೊತ್ತಾರಿಯಲ್ಲೀಯೇ ಹೊತ್ತಿ ಉರಿದ ಕ್ಯಾಂಟರ್ [724, 975, 965, 994]
purchase-headline: ಭತ್ತ ಖರೀದಿ ಕೇಂದ್ರ ಆರಂಭಕ್ಕೆ ಆಗ್ರಹ, ಹಾಲು ದರ ಕಡಿತಕ್ಕೆ ಆಕ್ರೋಶ [541, 791, 958, 813]
paddy-photo [1089, 339, 1444, 500]
bike-rule-top [539, 1461, 1076, 1463]
